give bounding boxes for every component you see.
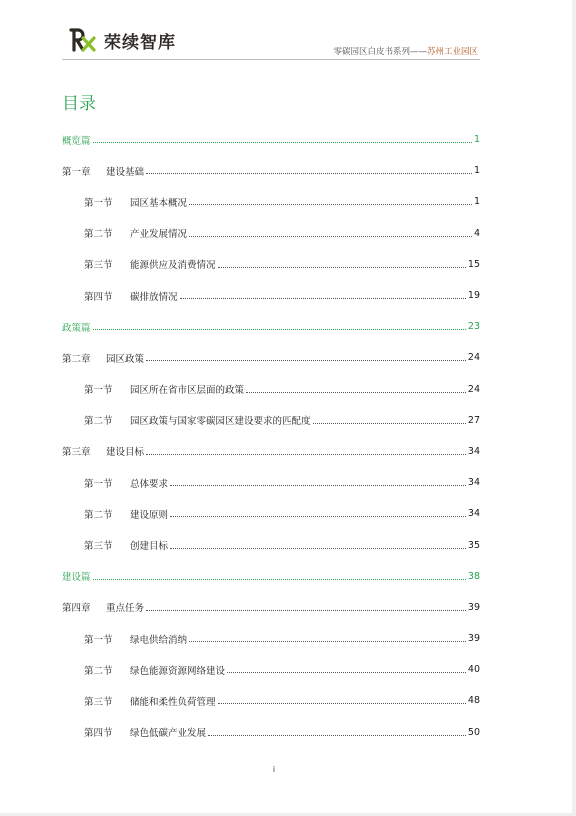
toc-entry-number: 第一节 — [84, 478, 113, 490]
toc-entry-title: 绿电供给消纳 — [130, 634, 188, 646]
toc-entry-page: 1 — [473, 134, 480, 146]
logo-text: 荣续智库 — [104, 32, 176, 53]
dot-leader — [189, 641, 466, 642]
toc-entry-page: 40 — [467, 664, 480, 676]
toc-entry-label — [84, 289, 178, 303]
toc-entry-sec[interactable] — [62, 467, 480, 498]
toc-entry-number: 第二节 — [84, 229, 113, 241]
dot-leader — [146, 360, 466, 361]
dot-leader — [93, 329, 466, 330]
header-divider — [62, 59, 480, 60]
rx-logo-icon — [68, 27, 98, 53]
toc-entry-sec[interactable] — [62, 623, 480, 654]
toc-entry-label — [62, 133, 91, 147]
toc-entry-title: 绿色低碳产业发展 — [130, 728, 207, 740]
toc-entry-label — [62, 164, 144, 178]
toc-entry-label — [84, 694, 216, 708]
toc-entry-number: 第一节 — [84, 385, 113, 397]
toc-entry-label — [62, 351, 144, 365]
toc-entry-page: 35 — [467, 539, 480, 551]
toc-entry-page: 48 — [467, 695, 480, 707]
page-edge — [572, 0, 576, 816]
table-of-contents — [62, 124, 480, 748]
toc-entry-sec[interactable] — [62, 529, 480, 560]
dot-leader — [189, 236, 472, 237]
dot-leader — [180, 298, 466, 299]
toc-entry-title: 绿色能源资源网络建设 — [130, 665, 226, 677]
toc-entry-label — [62, 600, 144, 614]
toc-entry-number: 第三章 — [62, 447, 91, 459]
dot-leader — [189, 204, 472, 205]
toc-entry-label — [84, 507, 168, 521]
dot-leader — [246, 392, 466, 393]
toc-entry-page: 27 — [467, 414, 480, 426]
toc-entry-title: 碳排放情况 — [130, 291, 178, 303]
toc-entry-title: 政策篇 — [62, 322, 91, 334]
toc-entry-page: 24 — [467, 352, 480, 364]
toc-entry-label — [62, 444, 144, 458]
toc-entry-label — [62, 320, 91, 334]
toc-entry-chap[interactable] — [62, 592, 480, 623]
toc-entry-label — [84, 725, 206, 739]
toc-entry-page: 24 — [467, 383, 480, 395]
dot-leader — [218, 267, 466, 268]
toc-entry-title: 概览篇 — [62, 135, 91, 147]
toc-entry-title: 建设目标 — [106, 447, 145, 459]
dot-leader — [170, 548, 466, 549]
toc-entry-label — [84, 632, 187, 646]
toc-title: 目录 — [62, 94, 96, 114]
toc-entry-page: 4 — [473, 227, 480, 239]
toc-entry-page: 1 — [473, 165, 480, 177]
toc-entry-page: 15 — [467, 258, 480, 270]
dot-leader — [146, 173, 472, 174]
toc-entry-title: 园区基本概况 — [130, 197, 188, 209]
toc-entry-sec[interactable] — [62, 405, 480, 436]
toc-entry-page: 38 — [467, 570, 480, 582]
toc-entry-sec[interactable] — [62, 374, 480, 405]
toc-entry-number: 第二章 — [62, 353, 91, 365]
toc-entry-number: 第二节 — [84, 416, 113, 428]
toc-entry-sec[interactable] — [62, 218, 480, 249]
toc-entry-page: 39 — [467, 633, 480, 645]
toc-entry-label — [84, 195, 187, 209]
dot-leader — [146, 454, 466, 455]
toc-entry-label — [84, 476, 168, 490]
toc-entry-title: 重点任务 — [106, 603, 145, 615]
toc-entry-sec[interactable] — [62, 280, 480, 311]
toc-entry-label — [62, 569, 91, 583]
toc-entry-number: 第一节 — [84, 197, 113, 209]
toc-entry-chap[interactable] — [62, 436, 480, 467]
series-highlight: 苏州工业园区 — [426, 47, 478, 57]
toc-entry-label — [84, 413, 311, 427]
toc-entry-page: 19 — [467, 290, 480, 302]
toc-entry-sec[interactable] — [62, 717, 480, 748]
toc-entry-chap[interactable] — [62, 342, 480, 373]
toc-entry-title: 建设篇 — [62, 572, 91, 584]
toc-entry-number: 第一章 — [62, 166, 91, 178]
series-title — [333, 45, 478, 57]
toc-entry-title: 园区所在省市区层面的政策 — [130, 385, 245, 397]
toc-entry-sec[interactable] — [62, 654, 480, 685]
dot-leader — [93, 579, 466, 580]
toc-entry-title: 园区政策与国家零碳园区建设要求的匹配度 — [130, 416, 311, 428]
toc-entry-number: 第四节 — [84, 728, 113, 740]
toc-entry-title: 创建目标 — [130, 541, 169, 553]
toc-entry-sec[interactable] — [62, 186, 480, 217]
toc-entry-page: 39 — [467, 601, 480, 613]
toc-entry-part[interactable] — [62, 561, 480, 592]
toc-entry-part[interactable] — [62, 124, 480, 155]
toc-entry-sec[interactable] — [62, 685, 480, 716]
dot-leader — [146, 610, 466, 611]
toc-entry-number: 第三节 — [84, 541, 113, 553]
toc-entry-label — [84, 226, 187, 240]
toc-entry-number: 第一节 — [84, 634, 113, 646]
toc-entry-title: 能源供应及消费情况 — [130, 260, 216, 272]
toc-entry-number: 第四章 — [62, 603, 91, 615]
dot-leader — [227, 672, 466, 673]
toc-entry-number: 第二节 — [84, 665, 113, 677]
toc-entry-title: 储能和柔性负荷管理 — [130, 696, 216, 708]
toc-entry-sec[interactable] — [62, 498, 480, 529]
toc-entry-sec[interactable] — [62, 249, 480, 280]
dot-leader — [170, 485, 466, 486]
toc-entry-number: 第二节 — [84, 509, 113, 521]
dot-leader — [218, 703, 466, 704]
toc-entry-title: 建设原则 — [130, 509, 169, 521]
toc-entry-label — [84, 257, 216, 271]
page-number: i — [272, 765, 276, 774]
toc-entry-part[interactable] — [62, 311, 480, 342]
brand-logo — [68, 27, 176, 53]
toc-entry-title: 产业发展情况 — [130, 229, 188, 241]
toc-entry-page: 34 — [467, 508, 480, 520]
toc-entry-title: 园区政策 — [106, 353, 145, 365]
dot-leader — [313, 423, 466, 424]
toc-entry-page: 1 — [473, 196, 480, 208]
toc-entry-page: 50 — [467, 726, 480, 738]
toc-entry-label — [84, 382, 244, 396]
toc-entry-chap[interactable] — [62, 155, 480, 186]
toc-entry-number: 第三节 — [84, 260, 113, 272]
toc-entry-title: 建设基础 — [106, 166, 145, 178]
toc-entry-page: 23 — [467, 321, 480, 333]
toc-entry-page: 34 — [467, 477, 480, 489]
toc-entry-number: 第四节 — [84, 291, 113, 303]
toc-entry-number: 第三节 — [84, 696, 113, 708]
dot-leader — [93, 142, 472, 143]
toc-entry-label — [84, 663, 225, 677]
dot-leader — [208, 735, 466, 736]
toc-entry-title: 总体要求 — [130, 478, 169, 490]
series-prefix: 零碳园区白皮书系列—— — [333, 47, 427, 57]
toc-entry-page: 34 — [467, 445, 480, 457]
toc-entry-label — [84, 538, 168, 552]
dot-leader — [170, 516, 466, 517]
